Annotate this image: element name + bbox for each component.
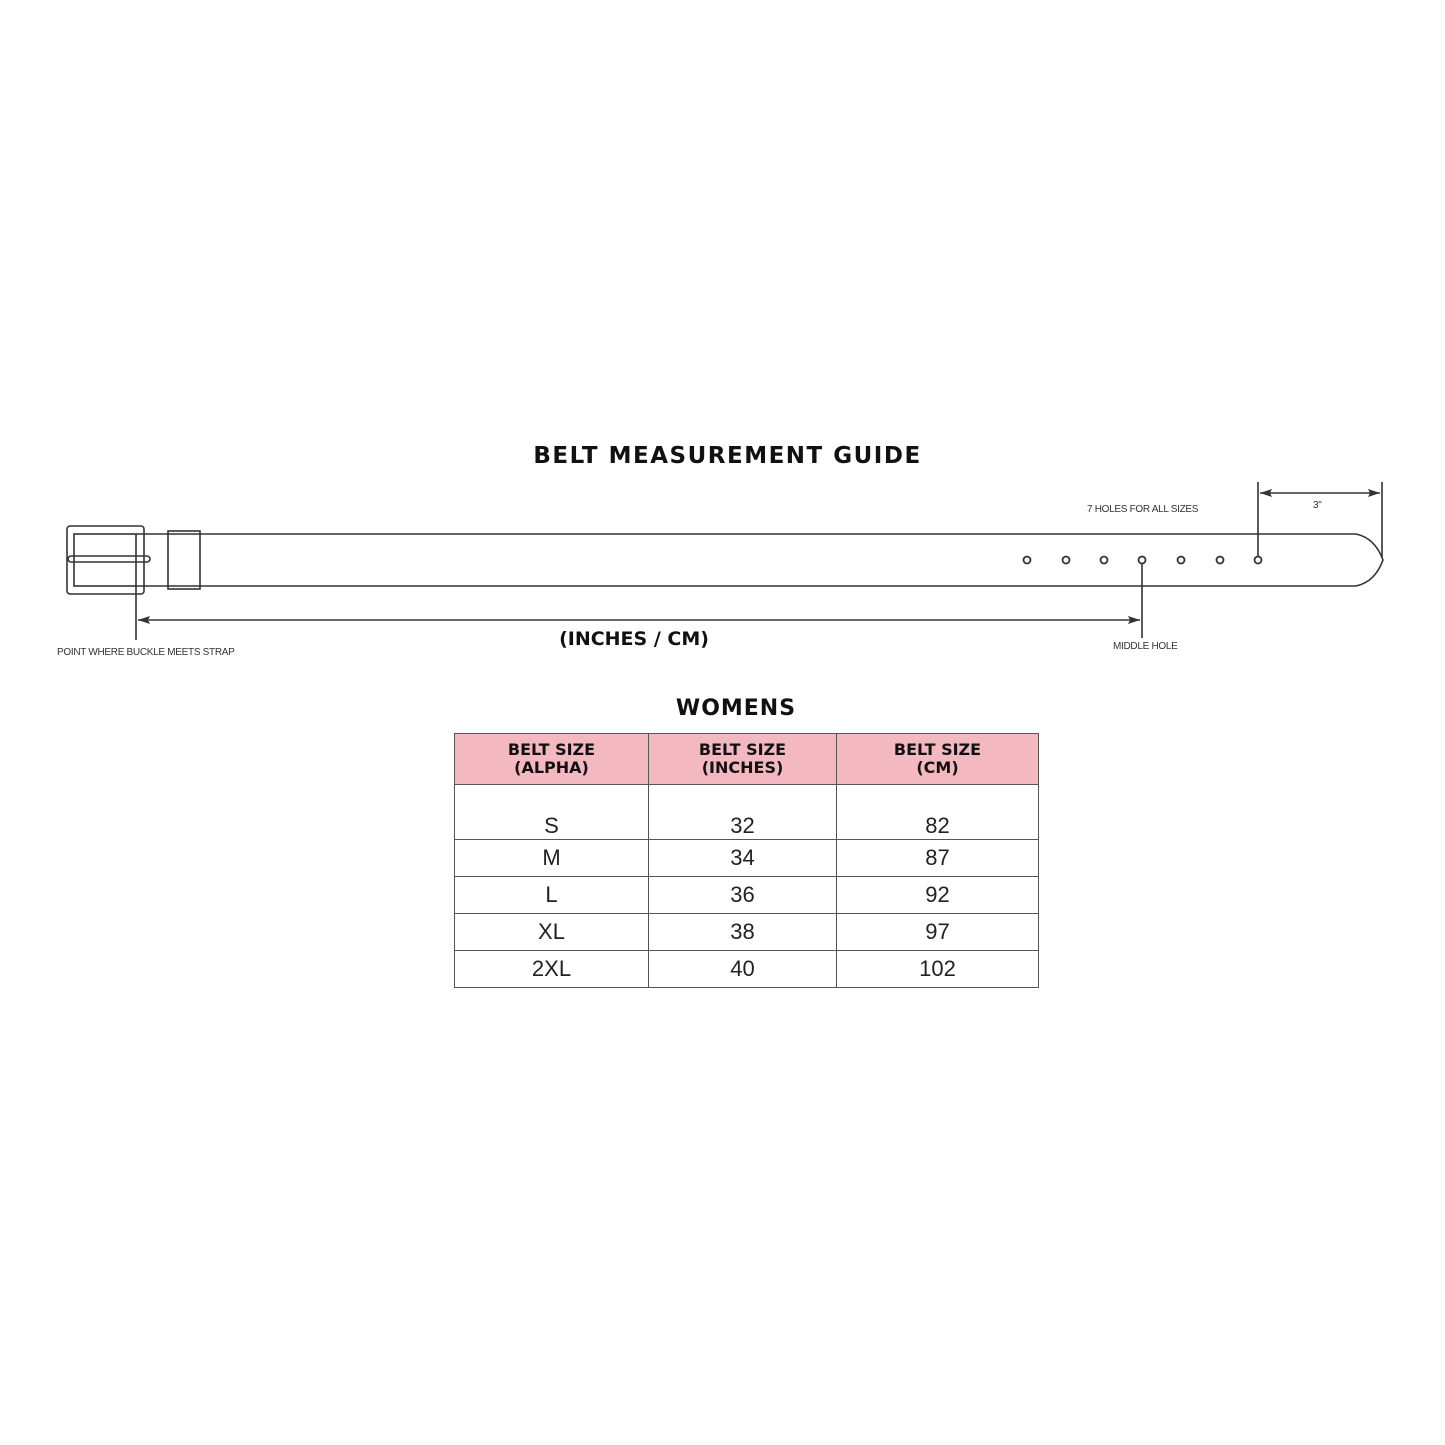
cell-alpha: XL (455, 914, 649, 951)
cell-alpha: L (455, 877, 649, 914)
header-alpha-line2: (ALPHA) (514, 758, 589, 777)
cell-cm: 87 (837, 840, 1039, 877)
header-cm (837, 734, 1039, 785)
buckle-point-label: POINT WHERE BUCKLE MEETS STRAP (57, 647, 235, 658)
header-inches (649, 734, 837, 785)
cell-inches: 40 (649, 951, 837, 988)
cell-inches: 32 (649, 785, 837, 840)
cell-inches: 34 (649, 840, 837, 877)
cell-alpha: M (455, 840, 649, 877)
header-cm-line2: (CM) (916, 758, 959, 777)
cell-cm: 102 (837, 951, 1039, 988)
header-inches-line1: BELT SIZE (698, 740, 787, 759)
middle-hole-label: MIDDLE HOLE (1113, 641, 1178, 652)
units-label: (INCHES / CM) (559, 628, 709, 650)
cell-inches: 38 (649, 914, 837, 951)
section-title-womens: WOMENS (675, 696, 797, 721)
table-header-row (455, 734, 1039, 785)
tip-distance-label: 3" (1313, 500, 1322, 511)
cell-inches: 36 (649, 877, 837, 914)
table-row (455, 914, 1039, 951)
holes-label: 7 HOLES FOR ALL SIZES (1087, 504, 1199, 515)
belt-strap-icon (136, 534, 1383, 586)
belt-diagram (0, 0, 1445, 700)
page-title: BELT MEASUREMENT GUIDE (533, 443, 922, 469)
belt-keeper-icon (168, 531, 200, 589)
cell-alpha: 2XL (455, 951, 649, 988)
header-alpha (455, 734, 649, 785)
header-cm-line1: BELT SIZE (893, 740, 982, 759)
belt-holes-icon (1024, 557, 1262, 564)
cell-alpha: S (455, 785, 649, 840)
table-row (455, 785, 1039, 840)
table-row (455, 951, 1039, 988)
header-inches-line2: (INCHES) (701, 758, 784, 777)
cell-cm: 97 (837, 914, 1039, 951)
table-row (455, 877, 1039, 914)
size-chart-table (454, 733, 1039, 988)
header-alpha-line1: BELT SIZE (507, 740, 596, 759)
cell-cm: 82 (837, 785, 1039, 840)
cell-cm: 92 (837, 877, 1039, 914)
table-row (455, 840, 1039, 877)
buckle-icon (67, 526, 150, 594)
